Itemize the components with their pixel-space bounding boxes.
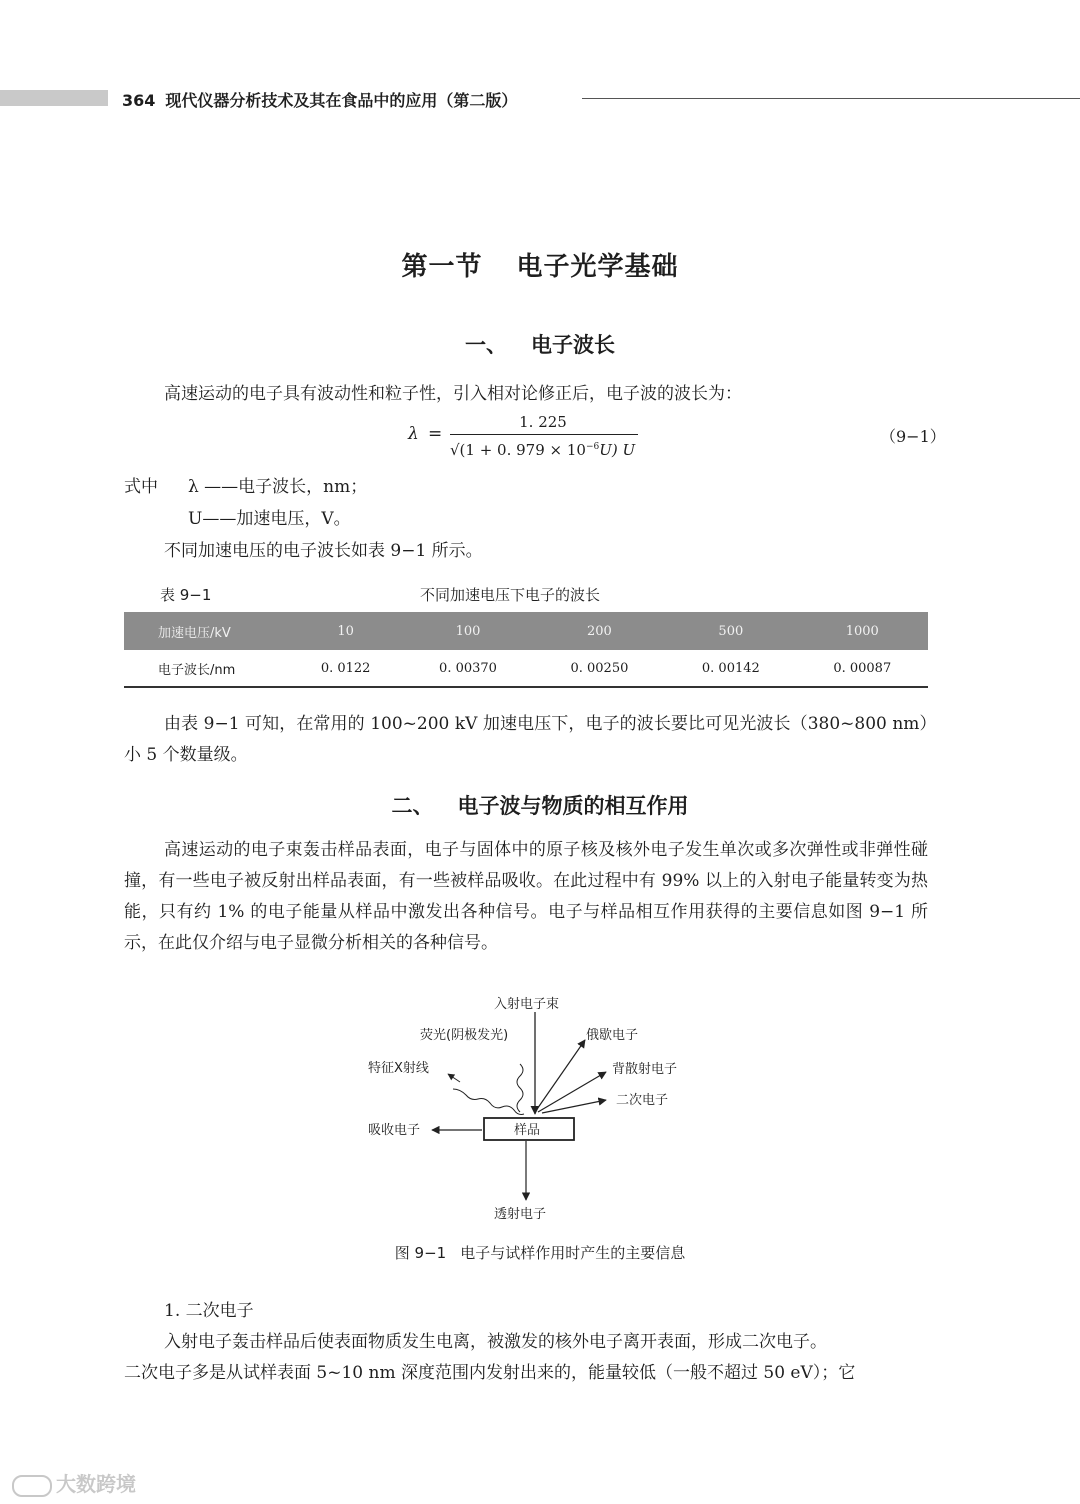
denominator-var: U) U (599, 441, 636, 459)
figure-number: 图 9−1 (394, 1244, 447, 1262)
table-header-cell: 100 (402, 612, 533, 650)
subsection-2-number: 二、 (391, 793, 434, 818)
xray-wave (453, 1089, 524, 1115)
formula-equals: = (428, 424, 443, 444)
section-title (0, 246, 1080, 283)
label-xray: 特征X射线 (368, 1061, 429, 1076)
after-table-paragraph: 由表 9−1 可知，在常用的 100~200 kV 加速电压下，电子的波长要比可见光波长（380~800 nm）小 5 个数量级。 (124, 714, 928, 765)
table-title: 不同加速电压下电子的波长 (420, 586, 601, 604)
equation-number: （9−1） (880, 427, 946, 446)
figure-9-1 (340, 990, 740, 1230)
table-cell: 0. 00142 (665, 650, 796, 687)
item-1-heading: 1. 二次电子 (164, 1301, 254, 1321)
fluorescence-wave (517, 1064, 523, 1112)
table-header-cell: 200 (534, 612, 665, 650)
watermark-text: 大数跨境 (56, 1472, 136, 1496)
auger-arrow (535, 1040, 585, 1112)
table-header-cell: 500 (665, 612, 796, 650)
subsection-2-heading (0, 790, 1080, 820)
watermark-logo-icon (12, 1475, 52, 1497)
figure-caption (0, 1242, 1080, 1263)
subsection-1-title: 电子波长 (531, 332, 615, 357)
section-label: 第一节 (401, 252, 483, 282)
subsection-1-heading (0, 329, 1080, 359)
item-1-line-1: 入射电子轰击样品后使表面物质发生电离，被激发的核外电子离开表面，形成二次电子。 (164, 1332, 827, 1352)
table-row (124, 650, 928, 687)
table-reference: 不同加速电压的电子波长如表 9−1 所示。 (164, 541, 483, 561)
denominator-exponent: −6 (585, 442, 600, 452)
table-header-cell: 1000 (797, 612, 928, 650)
where-lambda: λ ——电子波长，nm； (188, 477, 368, 497)
table-header-cell: 10 (289, 612, 402, 650)
secondary-arrow (542, 1100, 606, 1113)
xray-arrowhead (448, 1074, 460, 1082)
page-number: 364 (122, 91, 156, 110)
wavelength-table (124, 612, 928, 688)
table-cell: 0. 00087 (797, 650, 928, 687)
watermark (12, 1468, 136, 1497)
header-rule (582, 98, 1080, 99)
table-number: 表 9−1 (160, 586, 212, 604)
table-cell: 电子波长/nm (124, 650, 289, 687)
label-backscatter: 背散射电子 (612, 1062, 678, 1077)
formula-numerator: 1. 225 (519, 413, 567, 431)
where-u: U——加速电压，V。 (188, 509, 351, 529)
label-secondary: 二次电子 (616, 1093, 669, 1108)
label-sample: 样品 (514, 1123, 541, 1138)
subsection-1-number: 一、 (465, 332, 507, 357)
label-fluorescence: 荧光(阴极发光) (420, 1028, 509, 1043)
label-transmitted: 透射电子 (494, 1207, 547, 1222)
table-cell: 0. 00250 (534, 650, 665, 687)
formula-denominator (450, 441, 635, 459)
item-1-line-2: 二次电子多是从试样表面 5~10 nm 深度范围内发射出来的，能量较低（一般不超过 50 eV）；它 (124, 1363, 856, 1383)
denominator-pre: √(1 + 0. 979 × 10 (450, 441, 586, 459)
interaction-paragraph: 高速运动的电子束轰击样品表面，电子与固体中的原子核及核外电子发生单次或多次弹性或非弹性碰撞，有一些电子被反射出样品表面，有一些被样品吸收。在此过程中有 99% 以上的入射电子能量转变为热能，只有约 1% 的电子能量从样品中激发出各种信号。电子与样品相互作用获得的主要信息如图 9−1 所示，在此仅介绍与电子显微分析相关的各种信号。 (124, 840, 928, 953)
label-auger: 俄歇电子 (586, 1028, 639, 1043)
label-incident: 入射电子束 (494, 997, 560, 1012)
section-name: 电子光学基础 (516, 252, 679, 282)
running-header (122, 88, 517, 111)
subsection-2-title: 电子波与物质的相互作用 (457, 793, 689, 818)
formula-lambda: λ (408, 424, 419, 444)
header-bar (0, 90, 108, 106)
fraction-bar (450, 434, 638, 435)
table-header-row (124, 612, 928, 650)
table-cell: 0. 00370 (402, 650, 533, 687)
table-header-cell: 加速电压/kV (124, 612, 289, 650)
figure-title: 电子与试样作用时产生的主要信息 (460, 1244, 686, 1262)
where-label: 式中 (124, 477, 158, 497)
intro-text: 高速运动的电子具有波动性和粒子性，引入相对论修正后，电子波的波长为： (164, 384, 742, 404)
table-cell: 0. 0122 (289, 650, 402, 687)
label-absorbed: 吸收电子 (368, 1123, 421, 1138)
book-title: 现代仪器分析技术及其在食品中的应用（第二版） (165, 91, 518, 110)
